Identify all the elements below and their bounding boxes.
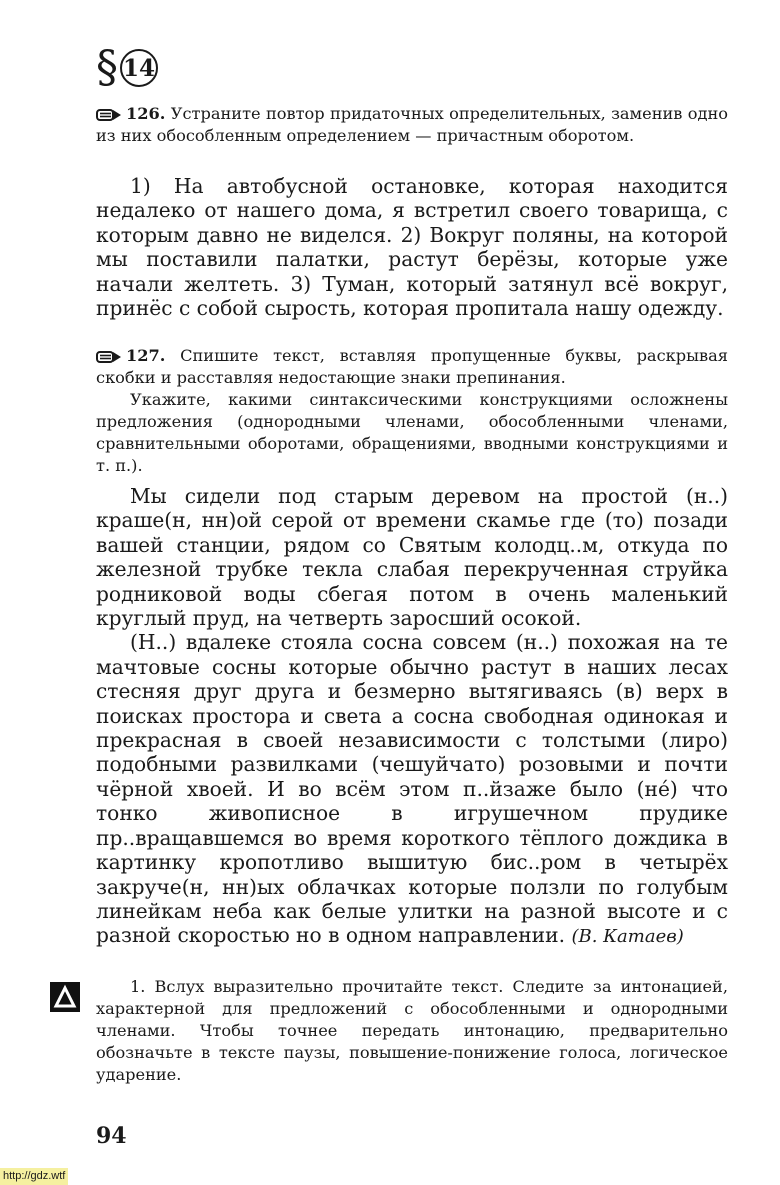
triangle-warning-icon — [50, 982, 80, 1012]
exercise-127-task — [96, 345, 728, 477]
note-text: 1. Вслух выразительно прочитайте текст. Следите за интонацией, характерной для предложений с обособленными и однородными членами. Чтобы точнее передать интонацию, предварительно обозначьте в тексте паузы, повышение-понижение голоса, логическое ударение. — [96, 977, 728, 1084]
section-number: 14 — [120, 49, 158, 87]
section-heading — [96, 42, 158, 93]
exercise-task-text: Устраните повтор придаточных определительных, заменив одно из них обособленным определением — причастным оборотом. — [96, 104, 728, 145]
pencil-exercise-icon — [96, 350, 122, 364]
exercise-number: 127. — [126, 346, 166, 365]
exercise-paragraph-2-text: (Н..) вдалеке стояла сосна совсем (н..) похожая на те мачтовые сосны которые обычно растут в наших лесах стесняя друг друга и безмерно вытягиваясь (в) верх в поисках простора и света а сосна свободная одинокая и прекрасная в своей независимости с толстыми (лиро) подобными развилками (чешуйчато) розовыми и почти чёрной хвоей. И во всём этом п..йзаже было (не́) что тонко живописное в игрушечном прудике пр..вращавшемся во время короткого тёплого дождика в картинку кропотливо вышитую бис..ром в четырёх закруче(н, нн)ых облачках которые ползли по голубым линейкам неба как белые улитки на разной высоте и с разной скоростью но в одном направлении. — [96, 630, 728, 948]
exercise-paragraph-2 — [96, 630, 728, 949]
exercise-127-body — [96, 484, 728, 950]
exercise-task-text-2: Укажите, какими синтаксическими конструкциями осложнены предложения (однородными членами, обособленными членами, сравнительными оборотами, обращениями, вводными конструкциями и т. п.). — [96, 390, 728, 475]
exercise-paragraph-1: Мы сидели под старым деревом на простой (н..) краше(н, нн)ой серой от времени скамье где (то) позади вашей станции, рядом со Святым колодц..м, откуда по железной трубке текла слабая перекрученная струйка родниковой воды сбегая потом в очень маленький круглый пруд, на четверть заросший осокой. — [96, 484, 728, 631]
site-link[interactable]: http://gdz.wtf — [0, 1168, 68, 1185]
pencil-exercise-icon — [96, 108, 122, 122]
page-number: 94 — [96, 1123, 127, 1149]
exercise-126-task — [96, 103, 728, 147]
author-attribution: (В. Катаев) — [571, 926, 684, 948]
exercise-task-text: Спишите текст, вставляя пропущенные буквы, раскрывая скобки и расставляя недостающие знаки препинания. — [96, 346, 728, 387]
exercise-text: 1) На автобусной остановке, которая находится недалеко от нашего дома, я встретил своего товарища, с которым давно не виделся. 2) Вокруг поляны, на которой мы поставили палатки, растут берёзы, которые уже начали желтеть. 3) Туман, который затянул всё вокруг, принёс с собой сырость, которая пропитала нашу одежду. — [96, 174, 728, 321]
exercise-number: 126. — [126, 104, 166, 123]
section-sign: § — [96, 42, 118, 93]
exercise-126-body — [96, 174, 728, 320]
note-block — [96, 976, 728, 1086]
